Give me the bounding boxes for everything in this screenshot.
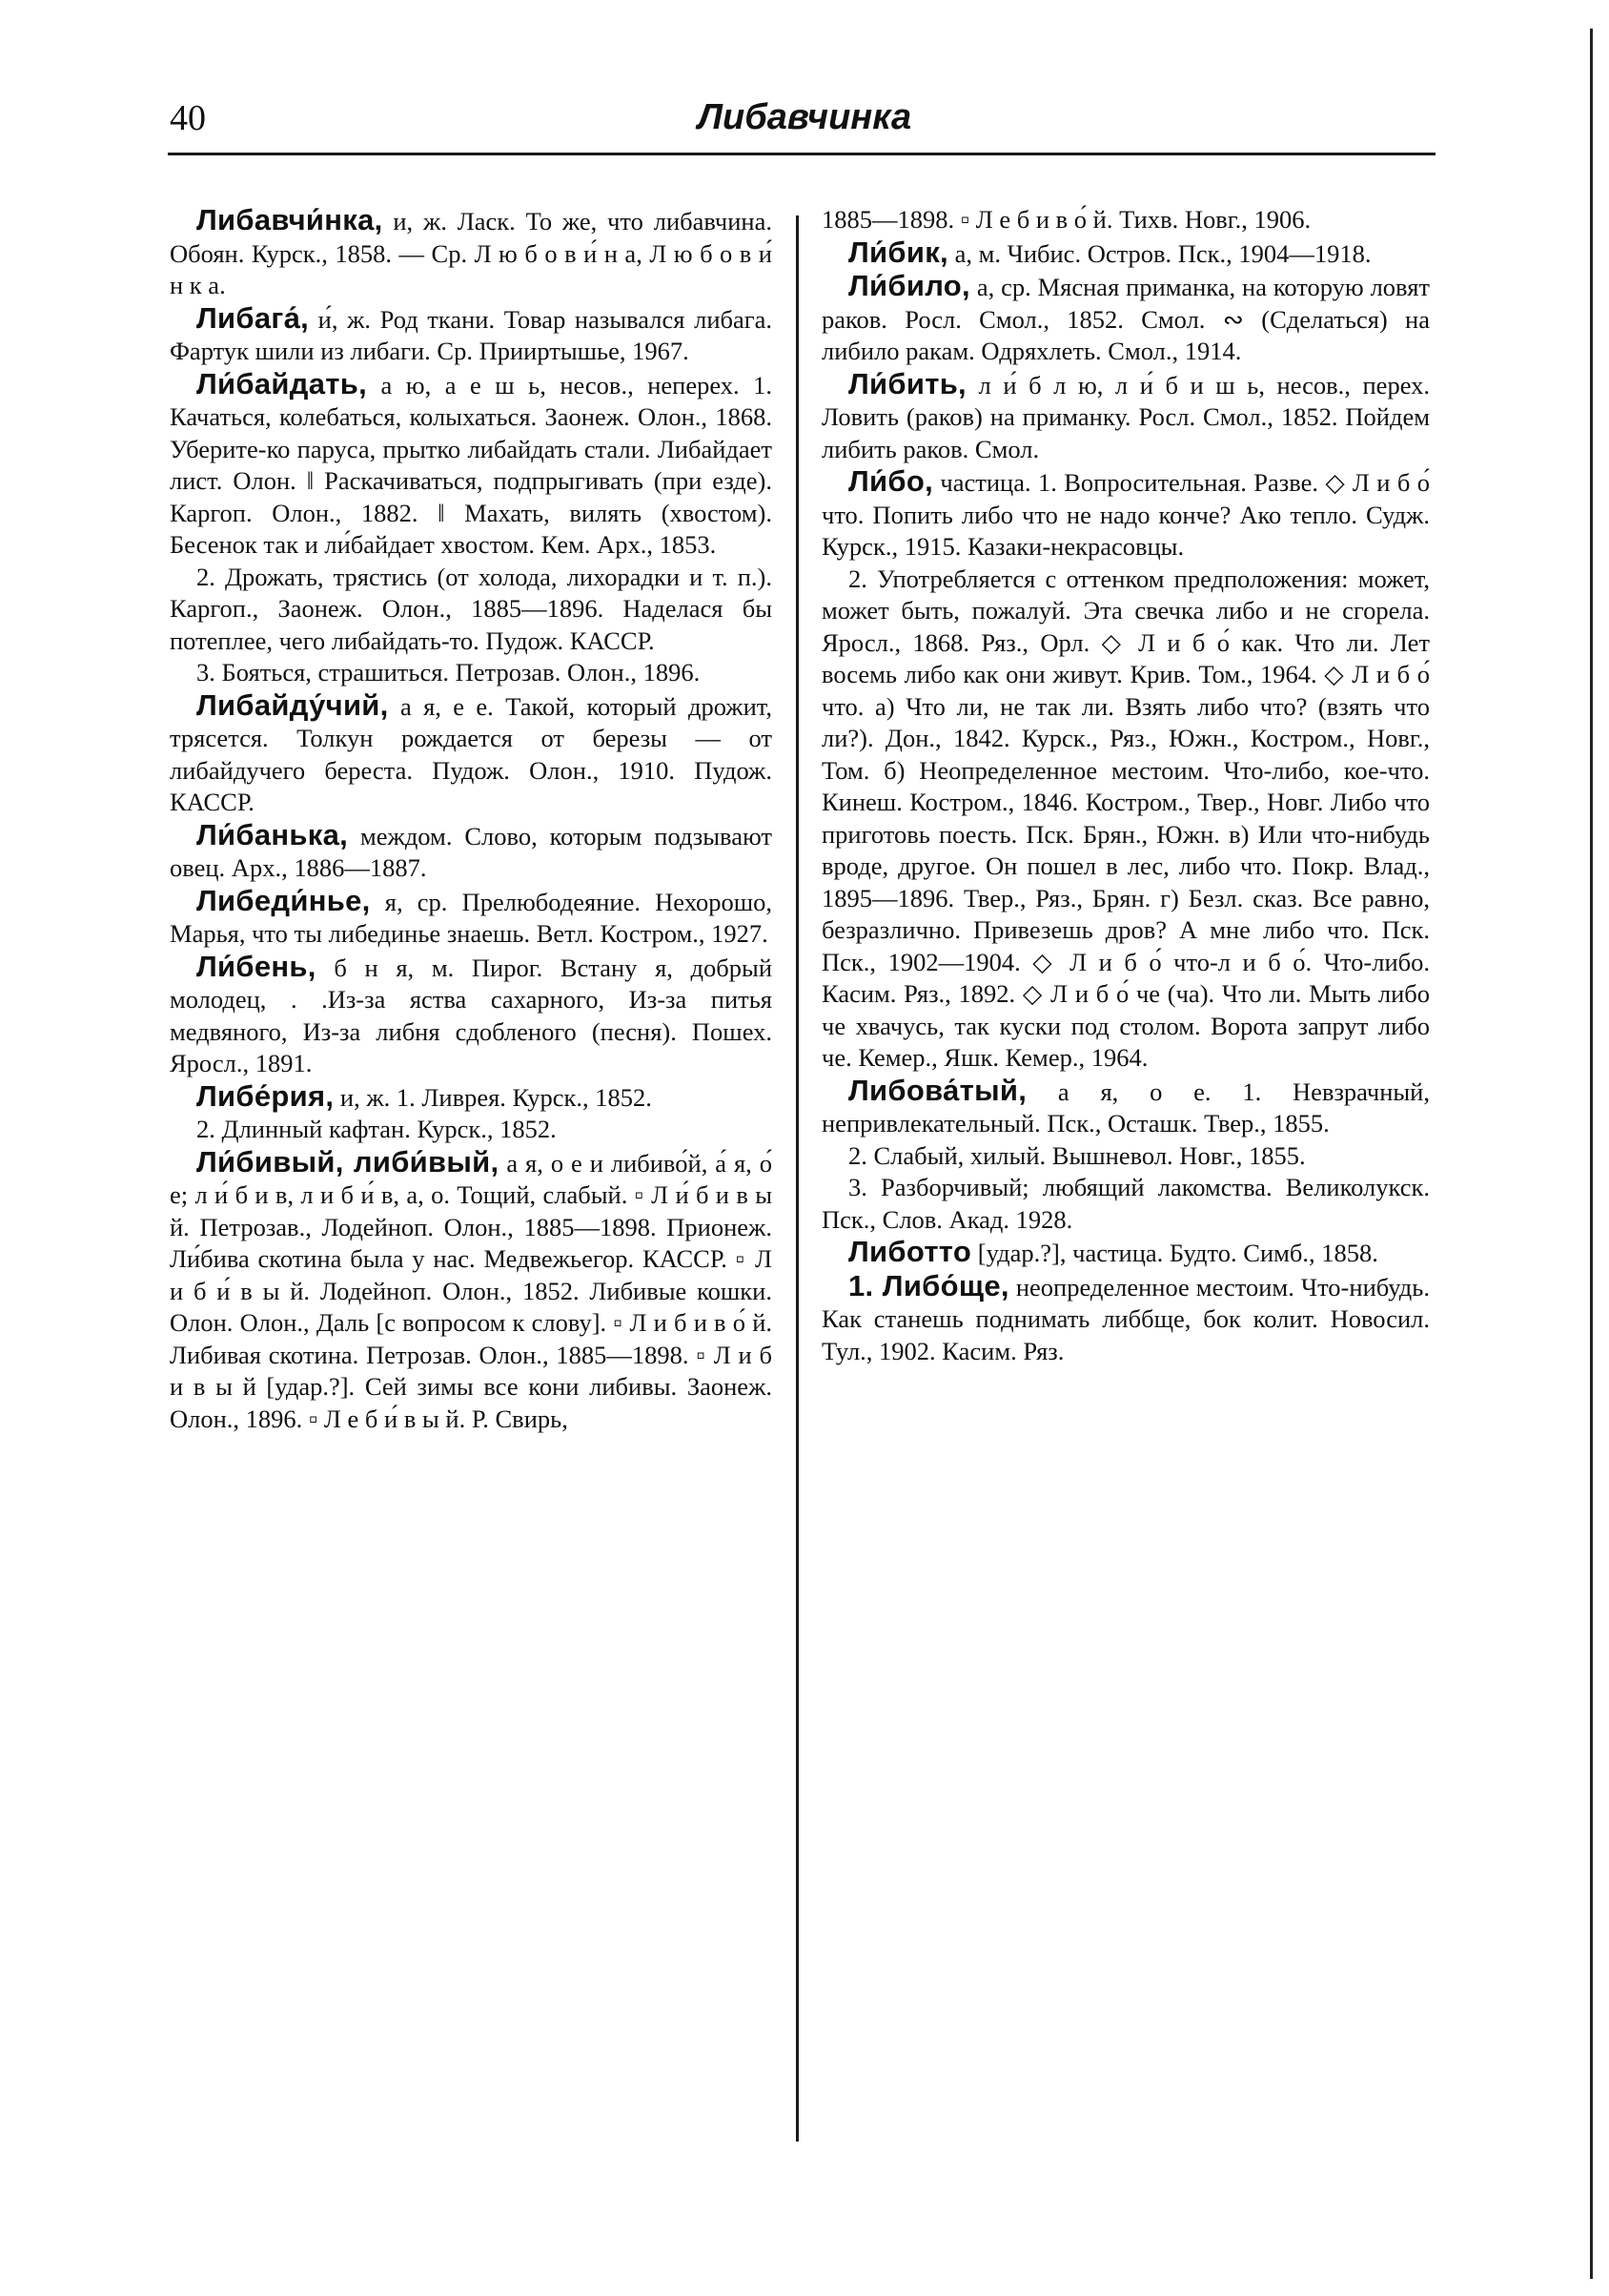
- entry-sense: [170, 657, 772, 689]
- dictionary-entry: [170, 1146, 772, 1436]
- entry-sense: [822, 1140, 1430, 1173]
- entry-text: я, ср. Прелюбодеяние. Нехорошо, Марья, что ты либединье знаешь. Ветл. Костром., 1927.: [170, 887, 772, 948]
- dictionary-entry: [822, 1270, 1430, 1368]
- entry-headword: Ли́бень,: [196, 949, 316, 983]
- entry-text: а, м. Чибис. Остров. Пск., 1904—1918.: [947, 238, 1372, 268]
- entry-text: междом. Слово, которым подзывают овец. Арх., 1886—1887.: [170, 821, 772, 882]
- entry-text: [удар.?], частица. Будто. Симб., 1858.: [971, 1239, 1378, 1267]
- entry-text: а я, о е и либиво́й, а́ я, о́ е; л и́ б и в, л и б и́ в, а, о. Тощий, слабый. ▫ Л и́ б и в ы й. Петрозав., Лодейноп. Олон., 1885—1898. Прионеж. Ли́бива скотина была у нас. Медвежьегор. КАССР. ▫ Л и б и́ в ы й. Лодейноп. Олон., 1852. Либивые кошки. Олон. Олон., Даль [с вопросом к слову]. ▫ Л и б и в о́ й. Либивая скотина. Петрозав. Олон., 1885—1898. ▫ Л и б и в ы й [удар.?]. Сей зимы все кони либивы. Заонеж. Олон., 1896. ▫ Л е б и́ в ы й. Р. Свирь,: [170, 1148, 772, 1433]
- dictionary-entry: [170, 885, 772, 951]
- entry-text: а ю, а е ш ь, несов., неперех. 1. Качаться, колебаться, колыхаться. Заонеж. Олон., 1868. Уберите-ко паруса, прытко либайдать стали. Либайдает лист. Олон. ‖ Раскачиваться, подпрыгивать (при езде). Каргоп. Олон., 1882. ‖ Махать, вилять (хвостом). Бесенок так и ли́байдает хвостом. Кем. Арх., 1853.: [170, 370, 772, 559]
- entry-text: а, ср. Мясная приманка, на которую ловят раков. Росл. Смол., 1852. Смол. ∾ (Сделаться) на либило ракам. Одряхлеть. Смол., 1914.: [822, 273, 1430, 365]
- entry-sense: [822, 564, 1430, 1075]
- entry-text: и, ж. Ласк. То же, что либавчина. Обоян. Курск., 1858. — Ср. Л ю б о в и́ н а, Л ю б о в и́ н к а.: [170, 207, 772, 299]
- dictionary-entry: [170, 204, 772, 302]
- margin-rule: [1590, 29, 1593, 2279]
- entry-text: а я, е е. Такой, который дрожит, трясется. Толкун рождается от березы — от либайдучего береста. Пудож. Олон., 1910. Пудож. КАССР.: [170, 691, 772, 816]
- running-head: Либавчинка: [697, 97, 912, 137]
- dictionary-entry: [170, 819, 772, 885]
- entry-continuation: [822, 204, 1430, 236]
- entry-headword: Либова́тый,: [848, 1073, 1028, 1107]
- dictionary-entry: [170, 1080, 772, 1115]
- entry-text: и́, ж. Род ткани. Товар назывался либага. Фартук шили из либаги. Ср. Прииртышье, 1967.: [170, 304, 772, 365]
- entry-headword: Ли́бо,: [848, 464, 934, 498]
- entry-headword: Либе́рия,: [196, 1078, 335, 1113]
- entry-sense: [170, 1114, 772, 1146]
- right-column: [822, 204, 1430, 1367]
- entry-text: 2. Дрожать, трястись (от холода, лихорадки и т. п.). Каргоп., Заонеж. Олон., 1885—1896. Наделася бы потеплее, чего либайдать-то. Пудож. КАССР.: [170, 562, 772, 655]
- dictionary-entry: [822, 465, 1430, 564]
- entry-text: а я, о е. 1. Невзрачный, непривлекательный. Пск., Осташк. Твер., 1855.: [822, 1076, 1430, 1138]
- entry-headword: Ли́бить,: [848, 366, 967, 400]
- entry-headword: Либеди́нье,: [196, 883, 371, 917]
- dictionary-entry: [822, 236, 1430, 271]
- page-number: 40: [170, 98, 206, 138]
- dictionary-entry: [822, 1236, 1430, 1270]
- entry-headword: Ли́банька,: [196, 817, 349, 851]
- dictionary-entry: [170, 302, 772, 368]
- entry-headword: Ли́байдать,: [196, 366, 368, 400]
- dictionary-entry: [822, 270, 1430, 368]
- entry-text: л и́ б л ю, л и́ б и ш ь, несов., перех. Ловить (раков) на приманку. Росл. Смол., 1852. Пойдем либить раков. Смол.: [822, 370, 1430, 463]
- dictionary-entry: [170, 951, 772, 1080]
- entry-headword: Либотто: [848, 1235, 972, 1268]
- entry-text: 1885—1898. ▫ Л е б и в о́ й. Тихв. Новг., 1906.: [822, 205, 1312, 234]
- entry-headword: Либага́,: [196, 300, 310, 335]
- dictionary-entry: [170, 689, 772, 819]
- entry-text: частица. 1. Вопросительная. Разве. ◇ Л и б о́ что. Попить либо что не надо конче? Ако тепло. Судж. Курск., 1915. Казаки-некрасовцы.: [822, 468, 1430, 561]
- entry-headword: Ли́бивый, либи́вый,: [196, 1144, 499, 1179]
- entry-headword: Либавчи́нка,: [196, 203, 383, 236]
- dictionary-entry: [822, 1075, 1430, 1140]
- entry-headword: 1. Либо́ще,: [848, 1268, 1009, 1302]
- entry-text: и, ж. 1. Ливрея. Курск., 1852.: [334, 1082, 652, 1112]
- entry-text: 2. Длинный кафтан. Курск., 1852.: [196, 1115, 557, 1143]
- dictionary-entry: [822, 368, 1430, 466]
- dictionary-entry: [170, 368, 772, 562]
- entry-headword: Либайду́чий,: [196, 687, 389, 722]
- entry-text: 2. Употребляется с оттенком предположения: может, может быть, пожалуй. Эта свечка либо и не сгорела. Яросл., 1868. Ряз., Орл. ◇ Л и б о́ как. Что ли. Лет восемь либо как они живут. Крив. Том., 1964. ◇ Л и б о́ что. а) Что ли, не так ли. Взять либо что? (взять что ли?). Дон., 1842. Курск., Ряз., Южн., Костром., Новг., Том. б) Неопределенное местоим. Что-либо, кое-что. Кинеш. Костром., 1846. Костром., Твер., Новг. Либо что приготовь поесть. Пск. Брян., Южн. в) Или что-нибудь вроде, другое. Он пошел в лес, либо что. Покр. Влад., 1895—1896. Твер., Ряз., Брян. г) Безл. сказ. Все равно, безразлично. Привезешь дров? А мне либо что. Пск. Пск., 1902—1904. ◇ Л и б о́ что-л и б о́. Что-либо. Касим. Ряз., 1892. ◇ Л и б о́ че (ча). Что ли. Мыть либо че хвачусь, так куски под столом. Ворота запрут либо че. Кемер., Яшк. Кемер., 1964.: [822, 564, 1430, 1072]
- entry-headword: Ли́било,: [848, 269, 970, 302]
- entry-text: 3. Бояться, страшиться. Петрозав. Олон., 1896.: [196, 658, 701, 687]
- entry-text: 2. Слабый, хилый. Вышневол. Новг., 1855.: [848, 1140, 1306, 1170]
- entry-sense: [822, 1172, 1430, 1236]
- column-divider: [796, 215, 799, 2142]
- entry-sense: [170, 562, 772, 658]
- entry-headword: Ли́бик,: [848, 235, 948, 269]
- entry-text: неопределенное местоим. Что-нибудь. Как станешь поднимать либбще, бок колит. Новосил. Тул., 1902. Касим. Ряз.: [822, 1272, 1430, 1365]
- left-column: [170, 204, 772, 1435]
- header-rule: [168, 153, 1436, 155]
- entry-text: б н я, м. Пирог. Встану я, добрый молодец, . .Из-за яства сахарного, Из-за питья медвяного, Из-за либня сдобленого (песня). Пошех. Яросл., 1891.: [170, 953, 772, 1077]
- entry-text: 3. Разборчивый; любящий лакомства. Великолукск. Пск., Слов. Акад. 1928.: [822, 1173, 1430, 1234]
